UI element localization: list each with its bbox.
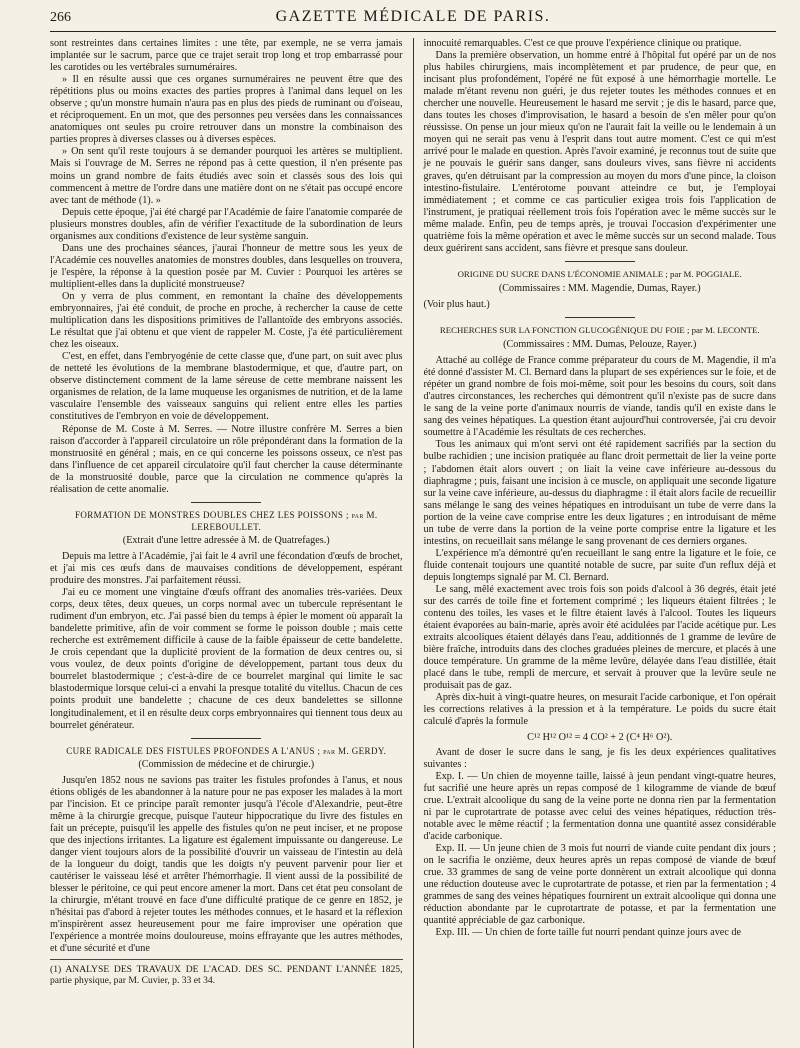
columns (50, 38, 776, 1048)
paragraph: sont restreintes dans certaines limites : une tête, par exemple, ne se verra jamais implantée sur le sacrum, parce que ce trajet serait trop long et trop embarrassé pour les carotides ou les vertébrales surnuméraires. (50, 38, 403, 74)
section-subtitle: (Extrait d'une lettre adressée à M. de Quatrefages.) (122, 534, 330, 546)
left-column (50, 38, 403, 1048)
paragraph: Tous les animaux qui m'ont servi ont été rapidement sacrifiés par la section du bulbe rachidien ; une incision pratiquée au flanc droit permettait de lier la veine porte ; l'abdomen était alors ouvert ; on liait la veine cave inférieure au-dessous du diaphragme ; puis, faisant une incision à ce muscle, on appliquait une seconde ligature sur la veine cave inférieure, au-dessus du diaphragme : il était alors facile de recueillir sans mélange le sang des veines hépatiques en introduisant un tube de verre dans la portion de la veine cave comprise entre les deux ligatures ; en introduisant de même un tube de verre dans la portion de la veine porte comprise entre la ligature et les intestins, on recueillait sans mélange le sang provenant de ces derniers organes. (423, 439, 776, 547)
paragraph: Après dix-huit à vingt-quatre heures, on mesurait l'acide carbonique, et l'on opérait les corrections relatives à la pression et à la température. Le poids du sucre était calculé d'après la formule (423, 692, 776, 728)
paragraph: » On sent qu'il reste toujours à se demander pourquoi les artères se multiplient. Mais si l'ouvrage de M. Serres ne répond pas à cette question, il n'en présente pas moins un grand nombre de faits étudiés avec soin et classés sous des lois qui commencent à mettre de l'ordre dans une matière dont on ne s'était pas occupé encore avec tant de méthode (1). » (50, 146, 403, 206)
section-note: (Voir plus haut.) (423, 298, 490, 310)
divider (565, 261, 635, 262)
paragraph: Avant de doser le sucre dans le sang, je fis les deux expériences qualitatives suivantes : (423, 746, 776, 770)
section-subtitle: (Commissaires : MM. Dumas, Pelouze, Rayer.) (503, 339, 697, 351)
section-title: ORIGINE DU SUCRE DANS L'ÉCONOMIE ANIMALE ; par M. POGGIALE. (457, 268, 742, 279)
chemical-formula: C¹² H¹² O¹² = 4 CO² + 2 (C⁴ H⁶ O²). (527, 731, 673, 743)
paragraph: Exp. II. — Un jeune chien de 3 mois fut nourri de viande cuite pendant dix jours ; on le sacrifia le onzième, deux heures après un repas composé de viande de bœuf crue. 33 grammes de sang de veine porte donnèrent un extrait alcoolique qui donna une réduction douteuse avec le cuprotartrate de potasse, et rien par la fermentation ; 4 grammes de sang des veines hépatiques fournirent un extrait alcoolique qui donna une réduction abondante par le cuprotartrate de potasse, et par la fermentation une quantité appréciable de gaz carbonique. (423, 842, 776, 927)
section-title: CURE RADICALE DES FISTULES PROFONDES A L'ANUS ; par M. GERDY. (66, 745, 387, 756)
divider (191, 738, 261, 739)
section-subtitle: (Commissaires : MM. Magendie, Dumas, Rayer.) (498, 282, 701, 294)
section-title: RECHERCHES SUR LA FONCTION GLUCOGÉNIQUE DU FOIE ; par M. LECONTE. (439, 324, 760, 335)
divider (565, 317, 635, 318)
paragraph: Dans une des prochaines séances, j'aurai l'honneur de mettre sous les yeux de l'Académie ces nouvelles anatomies de monstres doubles, dans lesquelles on trouvera, je l'espère, la réponse à la question posée par M. Cuvier : Pourquoi les artères se multiplient-elles dans la duplicité monstrueuse? (50, 242, 403, 290)
column-rule (413, 38, 414, 1048)
section-title: FORMATION DE MONSTRES DOUBLES CHEZ LES POISSONS ; par M. LEREBOULLET. (74, 509, 378, 532)
paragraph: Jusqu'en 1852 nous ne savions pas traiter les fistules profondes à l'anus, et nous étions obligés de les abandonner à la nature pour ne pas exposer les malades à la mort par l'incision. Et ce principe paraît remonter jusqu'à l'école d'Alexandrie, peut-être même à la chirurgie grecque, puisque l'auteur hippocratique du livre des fistules en fait un précepte, puisqu'il les appelle des fistules qu'on ne peut inciser, et ne propose que des injections irritantes. La ligature est également impuissante ou dangereuse. Le danger vient toujours alors de la possibilité d'ouvrir un vaisseau de l'intestin au delà de la longueur du doigt, tandis que les doigts n'y peuvent parvenir pour lier et cautériser le vaisseau lésé et arrêter l'hémorrhagie. Il vient aussi de la possibilité de blesser le péritoine, ce qui peut encore amener la mort. Dans cet état peu consolant de la chirurgie, m'étant trouvé en face d'une difficulté pratique de ce genre en 1852, je n'hésitai pas d'abord à rejeter toutes les méthodes connues, et le hasard et la réflexion m'inspirèrent assez heureusement pour me faire improviser une opération que l'expérience a montrée moins douloureuse, moins effrayante que les autres méthodes, et d'une sécurité et d'une (50, 774, 403, 955)
right-column (423, 38, 776, 1048)
paragraph: Exp. III. — Un chien de forte taille fut nourri pendant quinze jours avec de (435, 927, 741, 939)
paragraph: Dans la première observation, un homme entré à l'hôpital fut opéré par un de nos plus habiles chirurgiens, mais incomplètement et par prudence, de peur que, en incisant plus profondément, l'opéré ne fût exposé à une hémorrhagie mortelle. Le malade m'étant revenu non guéri, je dus rejeter toutes les méthodes connues et en chercher une nouvelle. Heureusement le hasard me servit ; je dis le hasard, parce que, dans toutes les choses d'improvisation, le hasard a besoin de s'en mêler pour qu'on réussisse. On pense un jour mieux qu'on ne l'aurait fait la veille ou le lendemain à un moyen qui ne serait pas venu à l'esprit dans tout autre moment. C'est ce qui m'est arrivé pour le malade en question. Après l'avoir examiné, je reconnus tout de suite que je ne pouvais le guérir sans danger, sans douleurs vives, sans fièvre ni accidents graves, qu'en détruisant par la compression au moyen du mors d'une pince, la cloison intestino-fistulaire. L'entérotome pouvant atteindre ce but, je l'employai immédiatement ; et comme ce cas particulier exigea trois fois l'application de l'instrument, je pratiquai réellement trois fois l'opération avec le même succès sur le même malade. Enfin, peu de temps après, je trouvai l'occasion d'expérimenter une quatrième fois la même opération et avec le même succès sur un second malade. Tous deux guérirent sans accident, sans fièvre et presque sans douleur. (423, 50, 776, 254)
paragraph: Le sang, mêlé exactement avec trois fois son poids d'alcool à 36 degrés, était jeté sur des carrés de toile fine et fortement comprimé ; les liqueurs étaient filtrées ; le contenu des toiles, les vases et le filtre étaient lavés à l'alcool. Toutes les liqueurs étaient évaporées au bain-marie, après avoir été acidulées par l'acide acétique pur. Les extraits alcooliques étaient délayés dans l'eau, additionnés de 1 gramme de levûre de bière fraîche, introduits dans des cloches graduées pleines de mercure, et placés à une douce température. Un gramme de la même levûre, délayée dans l'eau distillée, était placé dans le tube, rempli de mercure, et servait à prouver que la levûre seule ne produisait pas de gaz. (423, 583, 776, 692)
page-number: 266 (50, 10, 71, 25)
page-header (50, 8, 776, 32)
journal-title: GAZETTE MÉDICALE DE PARIS. (275, 8, 551, 25)
paragraph: Réponse de M. Coste à M. Serres. — Notre illustre confrère M. Serres a bien raison d'accorder à l'appareil circulatoire un rôle prépondérant dans la formation de la monstruosité en général ; mais, en ce qui concerne les poissons osseux, ce n'est pas dans l'influence de cet appareil circulatoire qu'il faut chercher la cause déterminante de la monstruosité double, parce que la circulation ne commence qu'après la réalisation de cette anomalie. (50, 423, 403, 495)
paragraph: Attaché au collége de France comme préparateur du cours de M. Magendie, il m'a été donné d'assister M. Cl. Bernard dans la plupart de ses expériences sur le foie, et de répéter un grand nombre de fois moi-même, soit pour les besoins du cours, soit dans d'autres circonstances, les recherches qui démontrent qu'il n'existe pas de sucre dans le sang de la veine porte d'animaux nourris de viande, tandis qu'il en existe dans le sang des veines hépatiques. La question étant aujourd'hui controversée, j'ai cru devoir soumettre à l'Académie les résultats de ces recherches. (423, 355, 776, 439)
paragraph: Depuis ma lettre à l'Académie, j'ai fait le 4 avril une fécondation d'œufs de brochet, et j'ai mis ces œufs dans de mauvaises conditions de développement, espérant produire des monstres. J'ai parfaitement réussi. (50, 550, 403, 587)
paragraph: J'ai eu ce moment une vingtaine d'œufs offrant des anomalies très-variées. Deux corps, deux têtes, deux queues, un corps normal avec un tubercule représentant le rudiment d'un embryon, etc. J'ai passé bien du temps à épier le moment où apparaît la bandelette primitive, afin de voir comment se forme le poisson double ; mais cette recherche est extrêmement difficile à cause de la faible épaisseur de cette bandelette. Je crois cependant que la duplicité provient de la formation de deux centres ou, si vous voulez, de deux points d'origine de développement, partant tous deux du bourrelet blastodermique ; c'est-à-dire de ce bourrelet marginal qui limite le sac blastodermique lorsque celui-ci a envahi la presque totalité du vitellus. Chacun de ces points produit une bandelette ; chacune de ces deux bandelettes se sillonne longitudinalement, et il en résulte deux corps embryonnaires qui tiennent tous deux au bourrelet générateur. (50, 587, 403, 731)
paragraph: L'expérience m'a démontré qu'en recueillant le sang entre la ligature et le foie, ce fluide contenait toujours une quantité notable de sucre, par suite d'un reflux déjà et depuis longtemps signalé par M. Cl. Bernard. (423, 547, 776, 583)
divider (191, 502, 261, 503)
section-subtitle: (Commission de médecine et de chirurgie.) (138, 758, 315, 770)
paragraph: innocuité remarquables. C'est ce que prouve l'expérience clinique ou pratique. (423, 38, 742, 49)
paragraph: Exp. I. — Un chien de moyenne taille, laissé à jeun pendant vingt-quatre heures, fut sacrifié une heure après un repas composé de 1 kilogramme de viande de bœuf crue. L'extrait alcoolique du sang de la veine porte ne donna rien par la fermentation ni par le cuprotartrate de potasse avec celui des veines hépatiques, réduction très-notable avec le même réactif ; la fermentation donna une quantité assez considérable d'acide carbonique. (423, 770, 776, 842)
paragraph: C'est, en effet, dans l'embryogénie de cette classe que, d'une part, on suit avec plus de netteté les évolutions de la membrane blastodermique, et que, d'autre part, on observe distinctement comment de la lame séreuse de cette membrane naissent les organismes de relation, de la lame muqueuse les organismes de nutrition, et de la lame vasculaire l'ensemble des vaisseaux sanguins qui relient entre elles les parties constitutives de l'embryon en voie de développement. (50, 351, 403, 423)
paragraph: Depuis cette époque, j'ai été chargé par l'Académie de faire l'anatomie comparée de plusieurs monstres doubles, afin de vérifier l'exactitude de la subordination de leurs organismes aux conditions d'existence de leur système sanguin. (50, 206, 403, 242)
paragraph: » Il en résulte aussi que ces organes surnuméraires ne peuvent être que des répétitions plus ou moins exactes des parties propres à l'animal dans lequel on les observe ; qu'un monstre humain n'aura pas en plus des pieds de ruminant ou d'oiseau, et réciproquement. En un mot, que des personnes peu versées dans les connaissances anatomiques ont seules pu croire retrouver dans un monstre la combinaison des parties propres à diverses classes ou à diverses espèces. (50, 74, 403, 146)
footnote: (1) ANALYSE DES TRAVAUX DE L'ACAD. DES SC. PENDANT L'ANNÉE 1825, partie physique, par M. Cuvier, p. 33 et 34. (50, 959, 403, 986)
paragraph: On y verra de plus comment, en remontant la chaîne des développements embryonnaires, j'ai été conduit, de proche en proche, à rechercher la cause de cette multiplication dans les dispositions primitives de l'allantoïde des embryons associés. Le résultat que j'ai obtenu et que vient de rappeler M. Coste, j'a été particulièrement chez les oiseaux. (50, 290, 403, 351)
